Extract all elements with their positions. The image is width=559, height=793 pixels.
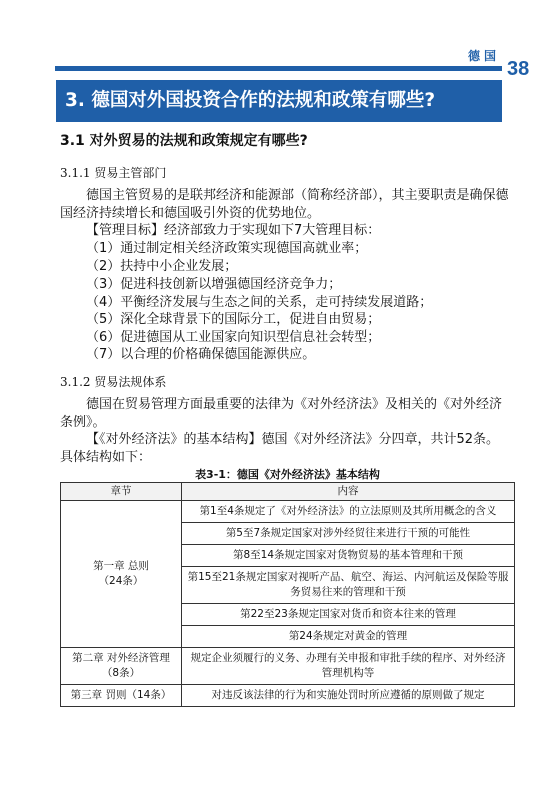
table-cell: 第5至7条规定国家对涉外经贸往来进行干预的可能性 — [182, 523, 515, 545]
goal-list-item: （3）促进科技创新以增强德国经济竞争力； — [86, 277, 342, 292]
chapter1-cell — [61, 501, 182, 648]
table-row — [61, 501, 515, 523]
table-cell: 规定企业须履行的义务、办理有关申报和审批手续的程序、对外经济管理机构等 — [182, 648, 515, 685]
goal-list-item: （4）平衡经济发展与生态之间的关系，走可持续发展道路； — [86, 295, 433, 310]
table-header-content: 内容 — [182, 483, 515, 501]
table-caption: 表3-1：德国《对外经济法》基本结构 — [195, 468, 380, 481]
table-cell: 对违反该法律的行为和实施处罚时所应遵循的原则做了规定 — [182, 685, 515, 707]
subsection-title-3-1-1: 3.1.1 贸易主管部门 — [60, 166, 167, 180]
chapter-title-band: 3. 德国对外国投资合作的法规和政策有哪些? — [56, 80, 502, 122]
paragraph-law-structure: 【《对外经济法》的基本结构】德国《对外经济法》分四章，共计52条。具体结构如下： — [60, 432, 500, 465]
paragraph-goals-intro: 【管理目标】经济部致力于实现如下7大管理目标： — [86, 223, 381, 238]
paragraph-authority: 德国主管贸易的是联邦经济和能源部（简称经济部），其主要职责是确保德国经济持续增长和德国吸引外资的优势地位。 — [60, 188, 509, 221]
table-cell: 第8至14条规定国家对货物贸易的基本管理和干预 — [182, 545, 515, 567]
table-cell: 第22至23条规定国家对货币和资本往来的管理 — [182, 604, 515, 626]
table-header-row — [61, 483, 515, 501]
table-row — [61, 648, 515, 685]
chapter2-name: 第二章 对外经济管理（8条） — [61, 648, 182, 685]
goal-list-item: （2）扶持中小企业发展； — [86, 259, 238, 274]
paragraph-trade-law: 德国在贸易管理方面最重要的法律为《对外经济法》及相关的《对外经济条例》。 — [60, 397, 503, 430]
subsection-title-3-1-2: 3.1.2 贸易法规体系 — [60, 375, 167, 389]
running-header-country: 德国 — [467, 49, 500, 63]
chapter1-name: 第一章 总则 — [93, 560, 149, 572]
law-structure-table — [60, 482, 515, 707]
table-row — [61, 685, 515, 707]
goal-list-item: （1）通过制定相关经济政策实现德国高就业率； — [86, 241, 368, 256]
page-number: 38 — [507, 58, 530, 80]
chapter3-name: 第三章 罚则（14条） — [61, 685, 182, 707]
goal-list-item: （6）促进德国从工业国家向知识型信息社会转型； — [86, 330, 381, 345]
section-title: 3.1 对外贸易的法规和政策规定有哪些? — [60, 133, 308, 149]
table-cell: 第15至21条规定国家对视听产品、航空、海运、内河航运及保险等服务贸易往来的管理和干预 — [182, 567, 515, 604]
table-cell: 第1至4条规定了《对外经济法》的立法原则及其所用概念的含义 — [182, 501, 515, 523]
goal-list-item: （7）以合理的价格确保德国能源供应。 — [86, 347, 316, 362]
table-header-chapter: 章节 — [61, 483, 182, 501]
table-cell: 第24条规定对黄金的管理 — [182, 626, 515, 648]
chapter1-count: （24条） — [98, 575, 144, 587]
header-rule — [55, 66, 502, 71]
goal-list-item: （5）深化全球背景下的国际分工，促进自由贸易； — [86, 312, 381, 327]
